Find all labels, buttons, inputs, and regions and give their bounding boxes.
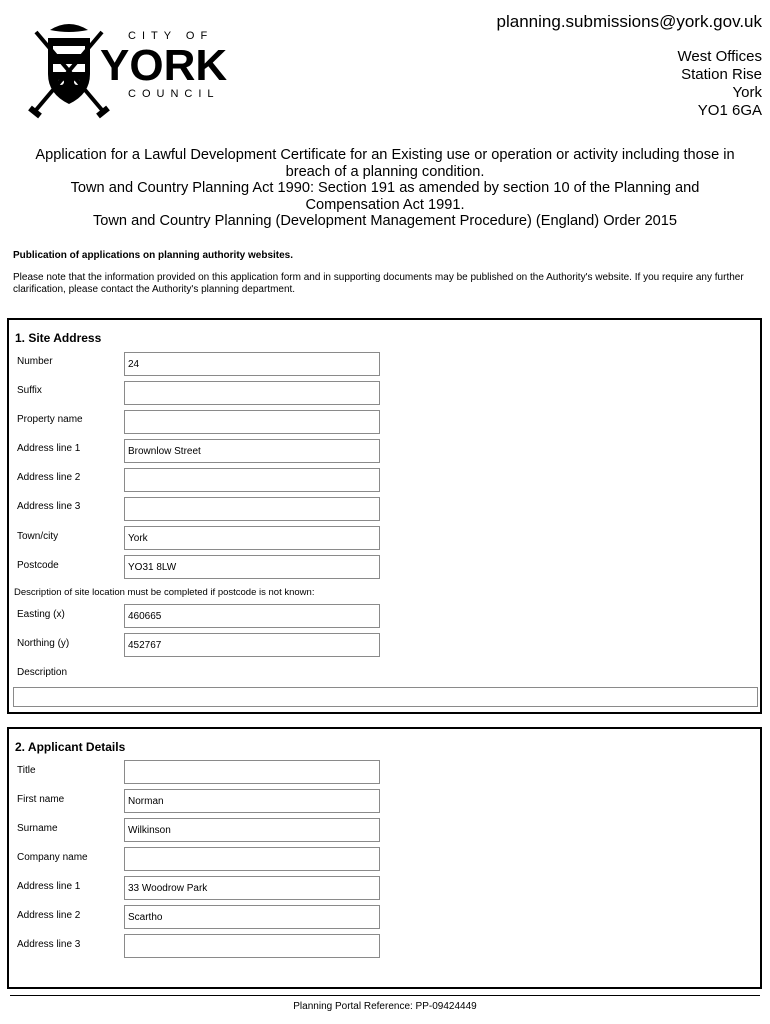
- number-input[interactable]: 24: [124, 352, 380, 376]
- address-line-3-input[interactable]: [124, 497, 380, 521]
- field-label: Address line 1: [17, 443, 81, 454]
- title-line: Application for a Lawful Development Certificate for an Existing use or operation or activity including those in: [35, 147, 735, 163]
- field-label: Address line 3: [17, 501, 81, 512]
- field-label: Title: [17, 765, 36, 776]
- field-label: Suffix: [17, 385, 42, 396]
- description-input[interactable]: [13, 687, 758, 707]
- applicant-address-line-1-input[interactable]: 33 Woodrow Park: [124, 876, 380, 900]
- address-line-2-input[interactable]: [124, 468, 380, 492]
- surname-input[interactable]: Wilkinson: [124, 818, 380, 842]
- address-line-2: Station Rise: [681, 66, 762, 83]
- logo-york: YORK: [100, 41, 228, 90]
- company-name-input[interactable]: [124, 847, 380, 871]
- field-label: Northing (y): [17, 638, 70, 649]
- logo-council: COUNCIL: [128, 88, 220, 100]
- form-title: [8, 147, 762, 230]
- title-input[interactable]: [124, 760, 380, 784]
- section-title: 2. Applicant Details: [15, 740, 126, 754]
- suffix-input[interactable]: [124, 381, 380, 405]
- logo-city-of: CITY OF: [128, 30, 214, 42]
- address-line-1: West Offices: [677, 48, 762, 65]
- field-label: Company name: [17, 852, 88, 863]
- publication-text: Please note that the information provided on this application form and in supporting documents may be published on the Authority's website. If you require any further clarification, please contact the Authority's planning department.: [13, 272, 744, 295]
- title-line: Town and Country Planning (Development Management Procedure) (England) Order 2015: [92, 213, 678, 229]
- title-line: breach of a planning condition.: [285, 163, 485, 180]
- postcode-input[interactable]: YO31 8LW: [124, 555, 380, 579]
- applicant-address-line-2-input[interactable]: Scartho: [124, 905, 380, 929]
- applicant-details-section: [7, 727, 762, 989]
- field-label: Property name: [17, 414, 83, 425]
- footer-divider: [10, 995, 760, 996]
- field-label: Surname: [17, 823, 58, 834]
- title-line: Town and Country Planning Act 1990: Section 191 as amended by section 10 of the Planning and: [70, 180, 700, 196]
- field-label: Address line 1: [17, 881, 81, 892]
- field-label: Town/city: [17, 531, 59, 542]
- field-label: Number: [17, 356, 53, 367]
- publication-heading: Publication of applications on planning authority websites.: [13, 250, 294, 261]
- northing-input[interactable]: 452767: [124, 633, 380, 657]
- field-label: Postcode: [17, 560, 59, 571]
- first-name-input[interactable]: Norman: [124, 789, 380, 813]
- field-label: Easting (x): [17, 609, 65, 620]
- contact-email[interactable]: planning.submissions@york.gov.uk: [496, 12, 762, 31]
- location-note: Description of site location must be completed if postcode is not known:: [14, 587, 315, 598]
- field-label: Address line 3: [17, 939, 81, 950]
- field-label: Address line 2: [17, 910, 81, 921]
- site-address-section: [7, 318, 762, 714]
- portal-reference: Planning Portal Reference: PP-09424449: [293, 1001, 477, 1012]
- address-line-3: York: [732, 84, 762, 101]
- property-name-input[interactable]: [124, 410, 380, 434]
- section-title: 1. Site Address: [15, 331, 102, 345]
- easting-input[interactable]: 460665: [124, 604, 380, 628]
- applicant-address-line-3-input[interactable]: [124, 934, 380, 958]
- field-label: Address line 2: [17, 472, 81, 483]
- address-line-4: YO1 6GA: [697, 102, 762, 119]
- description-label: Description: [17, 667, 68, 678]
- address-line-1-input[interactable]: Brownlow Street: [124, 439, 380, 463]
- title-line: Compensation Act 1991.: [305, 196, 465, 213]
- town-city-input[interactable]: York: [124, 526, 380, 550]
- field-label: First name: [17, 794, 65, 805]
